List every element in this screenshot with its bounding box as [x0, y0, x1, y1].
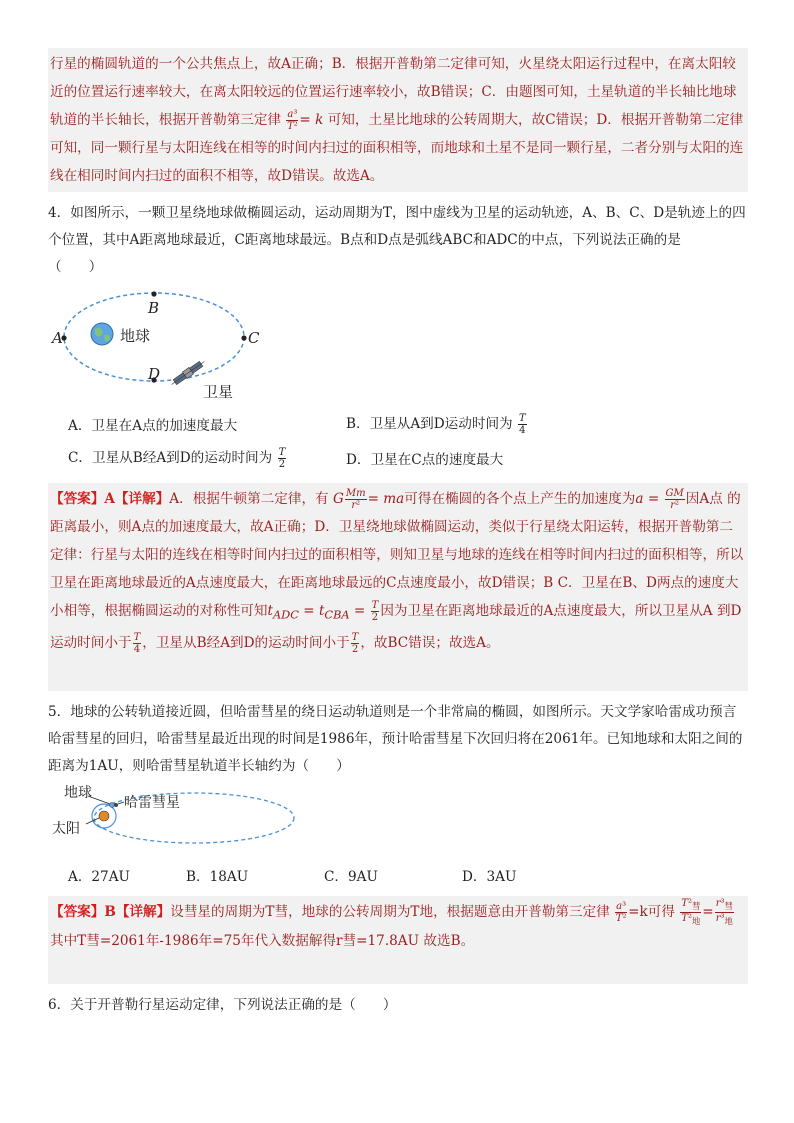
answer-4-l1: A．根据牛顿第二定律，有 [169, 491, 329, 507]
point-b-dot [151, 291, 156, 296]
answer-4-l6: 到D运动时间小于 [50, 603, 742, 651]
option-c: C．卫星从B经A到D的运动时间为 $\frac{T}{2}$ [68, 447, 286, 470]
question-6 [48, 992, 748, 1019]
answer-block-3 [48, 48, 748, 192]
answer-4-l1b: 可得在椭圆的各个点上产生的加速度为 [404, 491, 636, 507]
option-5b: B．18AU [186, 869, 249, 885]
answer-4-l5: 的速度大小相等，根据椭圆运动的对称性可知 [50, 575, 739, 619]
earth-dot-icon [110, 803, 115, 808]
answer-4-l6c: ，故BC错误；故选A。 [360, 634, 500, 651]
answer-block-5: 【答案】B【详解】设彗星的周期为T彗，地球的公转周期为T地，根据题意由开普勒第三定律 $\frac{\text{a³}}{\text{T²}}$ =k可得 $\frac{T^2_彗}{T^2_地}$ = $\frac{r^3_彗}{r^3_地}$ 其中T彗=2061年-1986年=75年代入数据解得r彗=17.8AU 故选B。 [48, 896, 748, 984]
label-satellite: 卫星 [203, 383, 234, 401]
question-4-paren: （ ） [48, 259, 103, 275]
label-comet: 哈雷彗星 [124, 795, 180, 811]
orbit-diagram [48, 287, 308, 403]
option-5a: A．27AU [68, 869, 130, 885]
kepler-third-fraction-2: $\frac{\text{a³}}{\text{T²}}$ [615, 901, 627, 924]
eq-k: = k [299, 112, 324, 128]
label-point-a: A [52, 329, 63, 347]
kepler-third-fraction: $\frac{\text{a³}}{\text{T²}}$ [287, 109, 298, 132]
label-earth: 地球 [120, 327, 151, 345]
answer-4-l2: 的距离最小，则A点的加速度最大，故A正确；D．卫星绕地球做椭圆运动，类似于行星绕太阳运转，根据开普勒 [50, 491, 741, 535]
question-5-options [48, 860, 748, 890]
label-point-b: B [148, 299, 160, 317]
question-5-stem: 5．地球的公转轨道接近圆，但哈雷彗星的绕日运动轨道则是一个非常扁的椭圆，如图所示。天文学家哈雷成功预言哈雷彗星的回归，哈雷彗星最近出现的时间是1986年，预计哈雷彗星下次回归将在2061年。已知地球和太阳之间的距离为1AU，则哈雷彗星轨道半长轴约为（ ） [48, 704, 743, 774]
page [48, 48, 748, 1019]
answer-5-l1b: =k可得 [628, 904, 675, 920]
label-point-c: C [248, 329, 260, 347]
option-row-1 [48, 407, 748, 441]
option-b: B．卫星从A到D运动时间为 $\frac{T}{4}$ [346, 413, 526, 436]
point-c-dot [241, 335, 246, 340]
answer-4-tag: 【答案】A【详解】 [50, 491, 170, 507]
option-c-fraction: $\frac{T}{2}$ [278, 447, 286, 470]
t4-fraction: $\frac{T}{4}$ [133, 631, 141, 655]
satellite-icon [169, 358, 206, 387]
label-point-d: D [148, 365, 161, 383]
answer-5-tag: 【答案】B【详解】 [50, 904, 171, 920]
answer-4-l3: 第二定律：行星与太阳的连线在相等时间内扫过的面积相等，则知卫星与地球的连线在相等时间内扫过的面积相等， [50, 519, 734, 563]
question-6-stem: 6．关于开普勒行星运动定律，下列说法正确的是（ ） [48, 997, 397, 1013]
answer-3-text: 行星的椭圆轨道的一个公共焦点上，故A正确；B．根据开普勒第二定律可知，火星绕太阳运行过程中，在离太阳较近的位置运行速率较大，在离太阳较远的位置运行速率较小，故B错误；C．由题图可知，土星轨道的半长轴比地球轨道的半长轴长，根据开普勒第三定律 [50, 56, 737, 128]
option-row-2 [48, 441, 748, 475]
answer-4-l1c: 因A点 [685, 491, 723, 507]
answer-block-4 [48, 483, 748, 691]
question-4 [48, 200, 748, 281]
answer-5-l2: 其中T彗=2061年-1986年=75年代入数据解得r彗=17.8AU 故选B。 [50, 933, 475, 949]
label-sun: 太阳 [52, 821, 80, 837]
answer-3-text-2: 可知，土星比地球的公转周期大，故C错误；D．根据开普勒第二定律可知，同一颗行星与太阳连线在相等的时间内扫过的面积相等，而地球和土星不是同一颗行星，二者分别与太阳的连线在相同时间内扫过的面积不相等，故D错误。故选A。 [50, 112, 744, 184]
newton-eq: G $\frac{Mm}{\text{r²}}$ = ma [332, 488, 405, 511]
period-ratio: $\frac{T^2_彗}{T^2_地}$ [681, 898, 701, 926]
answer-4-l4: 所以卫星在距离地球最近的A点速度最大，在距离地球最远的C点速度最小，故D错误；B C．卫星在B、D两点 [50, 547, 744, 591]
figure-halley-orbit [48, 784, 748, 860]
answer-4-l6b: ，卫星从B经A到D的运动时间小于 [142, 634, 350, 651]
option-d: D．卫星在C点的速度最大 [346, 452, 504, 468]
symmetry-eq: $t_{ADC} = t_{CBA}$ = $\frac{T}{2}$ [267, 600, 379, 623]
radius-ratio: $\frac{r^3_彗}{r^3_地}$ [715, 898, 733, 926]
option-5d: D．3AU [462, 869, 517, 885]
option-5c: C．9AU [324, 869, 378, 885]
t2-fraction: $\frac{T}{2}$ [351, 631, 359, 655]
comet-dot-icon [114, 803, 118, 807]
question-4-stem: 4．如图所示，一颗卫星绕地球做椭圆运动，运动周期为T，图中虚线为卫星的运动轨迹，A、B、C、D是轨迹上的四个位置，其中A距离地球最近，C距离地球最远。B点和D点是弧线ABC和ADC的中点，下列说法正确的是 [48, 205, 746, 248]
option-row-3 [48, 860, 748, 890]
accel-eq: a = $\frac{GM}{\text{r²}}$ [635, 488, 684, 511]
label-earth-2: 地球 [64, 785, 92, 801]
option-b-fraction: $\frac{T}{4}$ [518, 413, 526, 436]
figure-satellite-orbit [48, 287, 748, 403]
answer-4-l5b: 因为卫星在距离地球最近的A点速度最大，所以卫星从A [380, 603, 713, 619]
earth-icon [91, 323, 113, 345]
sun-icon [99, 811, 109, 821]
option-a: A．卫星在A点的加速度最大 [68, 418, 238, 434]
question-5 [48, 699, 748, 780]
question-4-options [48, 407, 748, 475]
answer-5-l1: 设彗星的周期为T彗，地球的公转周期为T地，根据题意由开普勒第三定律 [170, 904, 610, 920]
